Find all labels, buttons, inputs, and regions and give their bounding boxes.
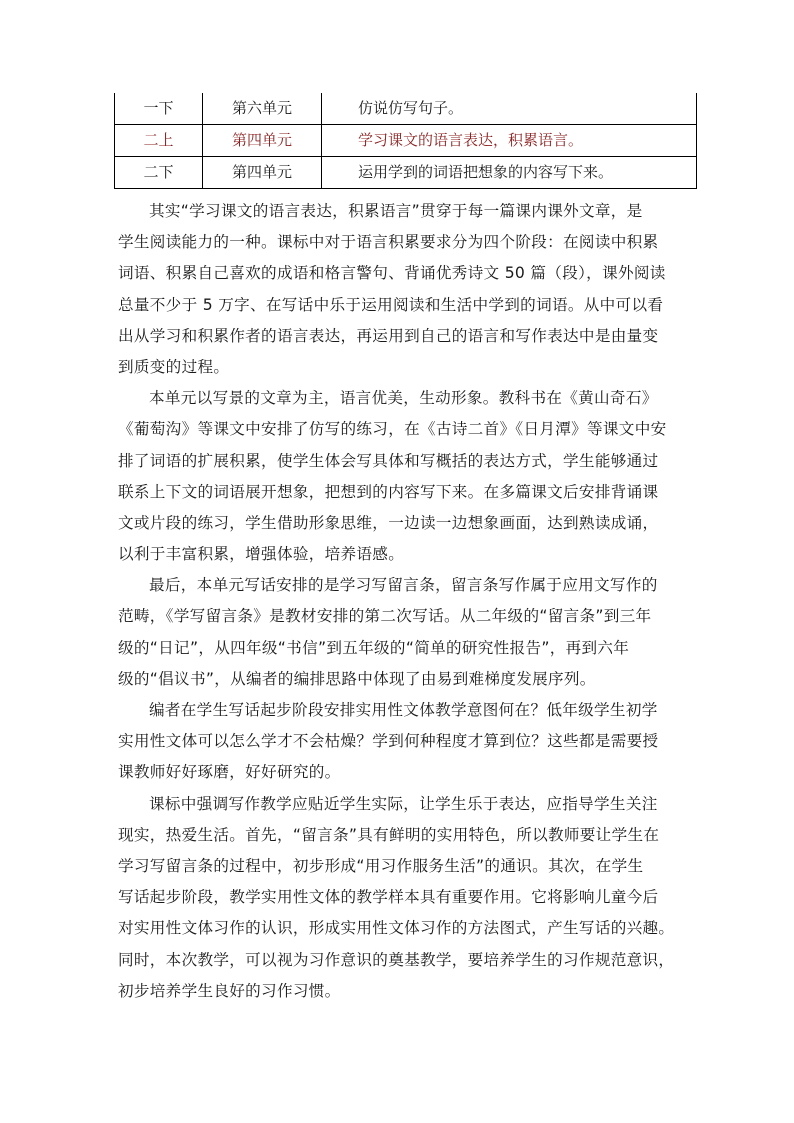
grade-cell: 二上: [115, 125, 203, 157]
paragraph-line: 编者在学生写话起步阶段安排实用性文体教学意图何在？低年级学生初学: [149, 701, 658, 719]
unit-cell: 第四单元: [203, 125, 322, 157]
paragraph-line: 现实，热爱生活。首先，“留言条”具有鲜明的实用特色，所以教师要让学生在: [118, 825, 660, 844]
grade-cell: 一下: [115, 93, 203, 125]
paragraph-line: 总量不少于 5 万字、在写话中乐于运用阅读和生活中学到的词语。从中可以看: [118, 295, 664, 314]
paragraph-line: 文或片段的练习，学生借助形象思维，一边读一边想象画面，达到熟读成诵，: [118, 513, 659, 532]
paragraph-line: 初步培养学生良好的习作习惯。: [118, 981, 341, 1000]
paragraph-line: 到质变的过程。: [118, 357, 230, 376]
paragraph-line: 范畴，《学写留言条》是教材安排的第二次写话。从二年级的“留言条”到三年: [118, 607, 652, 626]
paragraph-line: 学生阅读能力的一种。课标中对于语言积累要求分为四个阶段：在阅读中积累: [118, 233, 659, 252]
paragraph: [118, 383, 688, 570]
unit-cell: 第四单元: [203, 157, 322, 189]
paragraph-line: 写话起步阶段，教学实用性文体的教学样本具有重要作用。它将影响儿童今后: [118, 888, 659, 907]
paragraph-line: 实用性文体可以怎么学才不会枯燥？学到何种程度才算到位？这些都是需要授: [118, 732, 659, 751]
content-cell: 学习课文的语言表达，积累语言。: [322, 125, 697, 157]
paragraph-line: 本单元以写景的文章为主，语言优美，生动形象。教科书在《黄山奇石》: [149, 389, 658, 408]
paragraph-line: 级的“倡议书”，从编者的编排思路中体现了由易到难梯度发展序列。: [118, 669, 596, 688]
grade-cell: 二下: [115, 157, 203, 189]
paragraph-line: 其实“学习课文的语言表达，积累语言”贯穿于每一篇课内课外文章，是: [149, 202, 643, 220]
paragraph-line: 学习写留言条的过程中，初步形成“用习作服务生活”的通识。其次，在学生: [118, 856, 644, 875]
table-row: [115, 157, 697, 189]
paragraph-line: 同时，本次教学，可以视为习作意识的奠基教学，要培养学生的习作规范意识，: [118, 950, 675, 969]
body-text: [118, 196, 688, 1007]
paragraph: [118, 570, 688, 695]
paragraph-line: 联系上下文的词语展开想象，把想到的内容写下来。在多篇课文后安排背诵课: [118, 482, 659, 501]
paragraph-line: 排了词语的扩展积累，使学生体会写具体和写概括的表达方式，学生能够通过: [118, 451, 659, 470]
content-cell: 仿说仿写句子。: [322, 93, 697, 125]
paragraph-line: 以利于丰富积累，增强体验，培养语感。: [118, 545, 405, 564]
unit-cell: 第六单元: [203, 93, 322, 125]
paragraph-line: 出从学习和积累作者的语言表达，再运用到自己的语言和写作表达中是由量变: [118, 326, 659, 345]
paragraph-line: 对实用性文体习作的认识，形成实用性文体习作的方法图式，产生写话的兴趣。: [118, 919, 675, 938]
paragraph-line: 课标中强调写作教学应贴近学生实际，让学生乐于表达，应指导学生关注: [149, 794, 658, 813]
paragraph-line: 词语、积累自己喜欢的成语和格言警句、背诵优秀诗文 50 篇（段），课外阅读: [118, 264, 666, 283]
paragraph: [118, 695, 688, 789]
paragraph-line: 《葡萄沟》等课文中安排了仿写的练习，在《古诗二首》《日月潭》等课文中安: [118, 420, 667, 439]
paragraph-line: 最后，本单元写话安排的是学习写留言条，留言条写作属于应用文写作的: [149, 576, 658, 595]
paragraph: [118, 196, 688, 383]
unit-table-container: [114, 93, 696, 189]
unit-table-body: [115, 93, 697, 189]
paragraph-line: 级的“日记”，从四年级“书信”到五年级的“简单的研究性报告”，再到六年: [118, 638, 630, 657]
table-row: [115, 93, 697, 125]
unit-table: [114, 93, 697, 189]
content-cell: 运用学到的词语把想象的内容写下来。: [322, 157, 697, 189]
paragraph: [118, 789, 688, 1007]
paragraph-line: 课教师好好琢磨，好好研究的。: [118, 763, 341, 782]
table-row: [115, 125, 697, 157]
